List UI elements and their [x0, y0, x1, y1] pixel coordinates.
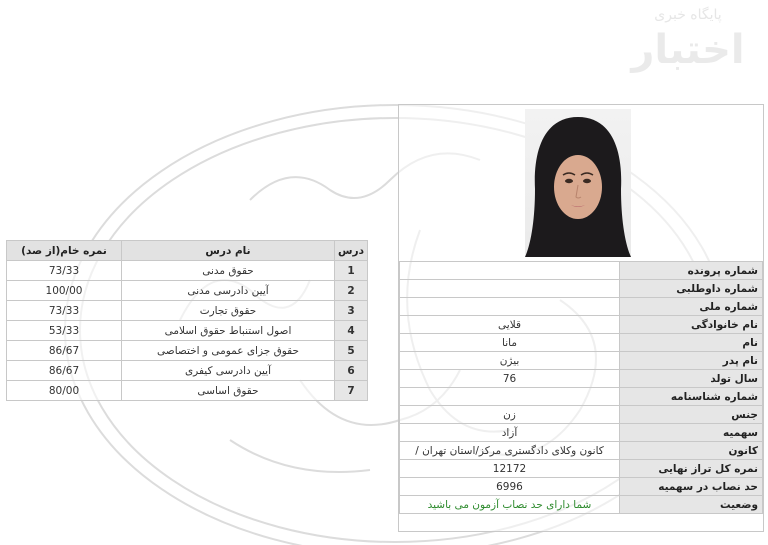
course-score: 100/00	[7, 281, 122, 301]
course-score: 53/33	[7, 321, 122, 341]
field-label: شماره شناسنامه	[620, 388, 763, 406]
field-value: مانا	[400, 334, 620, 352]
info-row-first-name	[400, 334, 763, 352]
candidate-photo	[525, 109, 631, 257]
info-row-id-number	[400, 388, 763, 406]
course-number: 1	[335, 261, 368, 281]
info-row-quota	[400, 424, 763, 442]
course-name: آیین دادرسی کیفری	[122, 361, 335, 381]
grades-header-row	[7, 241, 368, 261]
info-row-status	[400, 496, 763, 514]
table-row	[7, 361, 368, 381]
field-label: نام پدر	[620, 352, 763, 370]
field-value	[400, 280, 620, 298]
field-label: نمره کل تراز نهایی	[620, 460, 763, 478]
course-score: 73/33	[7, 301, 122, 321]
course-score: 73/33	[7, 261, 122, 281]
course-number: 5	[335, 341, 368, 361]
info-row-birth-year	[400, 370, 763, 388]
table-row	[7, 281, 368, 301]
course-number: 6	[335, 361, 368, 381]
candidate-profile-panel	[398, 104, 764, 532]
course-score: 86/67	[7, 341, 122, 361]
course-name: آیین دادرسی مدنی	[122, 281, 335, 301]
table-row	[7, 341, 368, 361]
field-label: نام	[620, 334, 763, 352]
table-row	[7, 381, 368, 401]
candidate-info-table	[399, 261, 763, 514]
info-row-total-score	[400, 460, 763, 478]
field-label: سهمیه	[620, 424, 763, 442]
info-row-file-number	[400, 262, 763, 280]
field-label: وضعیت	[620, 496, 763, 514]
course-name: حقوق تجارت	[122, 301, 335, 321]
table-row	[7, 261, 368, 281]
info-row-applicant-number	[400, 280, 763, 298]
course-name: حقوق اساسی	[122, 381, 335, 401]
field-value: قلایی	[400, 316, 620, 334]
field-label: نام خانوادگی	[620, 316, 763, 334]
course-score: 86/67	[7, 361, 122, 381]
course-number: 7	[335, 381, 368, 401]
field-label: شماره ملی	[620, 298, 763, 316]
field-label: حد نصاب در سهمیه	[620, 478, 763, 496]
field-value: بیژن	[400, 352, 620, 370]
table-row	[7, 321, 368, 341]
field-value	[400, 262, 620, 280]
course-score: 80/00	[7, 381, 122, 401]
field-value: 12172	[400, 460, 620, 478]
info-row-last-name	[400, 316, 763, 334]
course-number: 2	[335, 281, 368, 301]
info-row-quota-threshold	[400, 478, 763, 496]
course-name: حقوق مدنی	[122, 261, 335, 281]
photo-area	[399, 105, 763, 261]
logo-title: اختبار	[631, 27, 745, 73]
field-value	[400, 388, 620, 406]
header-raw-score: نمره خام(از صد)	[7, 241, 122, 261]
course-number: 4	[335, 321, 368, 341]
field-label: شماره داوطلبی	[620, 280, 763, 298]
field-value: زن	[400, 406, 620, 424]
field-value: 76	[400, 370, 620, 388]
info-row-father-name	[400, 352, 763, 370]
field-value: کانون وکلای دادگستری مرکز/استان تهران /	[400, 442, 620, 460]
field-label: سال تولد	[620, 370, 763, 388]
field-label: جنس	[620, 406, 763, 424]
course-name: حقوق جزای عمومی و اختصاصی	[122, 341, 335, 361]
header-course-number: درس	[335, 241, 368, 261]
info-row-gender	[400, 406, 763, 424]
logo-subtitle: پایگاه خبری	[654, 7, 722, 23]
header-course-name: نام درس	[122, 241, 335, 261]
site-logo	[618, 6, 758, 96]
field-label: شماره پرونده	[620, 262, 763, 280]
info-row-bar-association	[400, 442, 763, 460]
field-value	[400, 298, 620, 316]
field-label: کانون	[620, 442, 763, 460]
status-value: شما دارای حد نصاب آزمون می باشید	[400, 496, 620, 514]
course-name: اصول استنباط حقوق اسلامی	[122, 321, 335, 341]
table-row	[7, 301, 368, 321]
field-value: 6996	[400, 478, 620, 496]
course-number: 3	[335, 301, 368, 321]
grades-table	[6, 240, 368, 401]
field-value: آزاد	[400, 424, 620, 442]
info-row-national-id	[400, 298, 763, 316]
